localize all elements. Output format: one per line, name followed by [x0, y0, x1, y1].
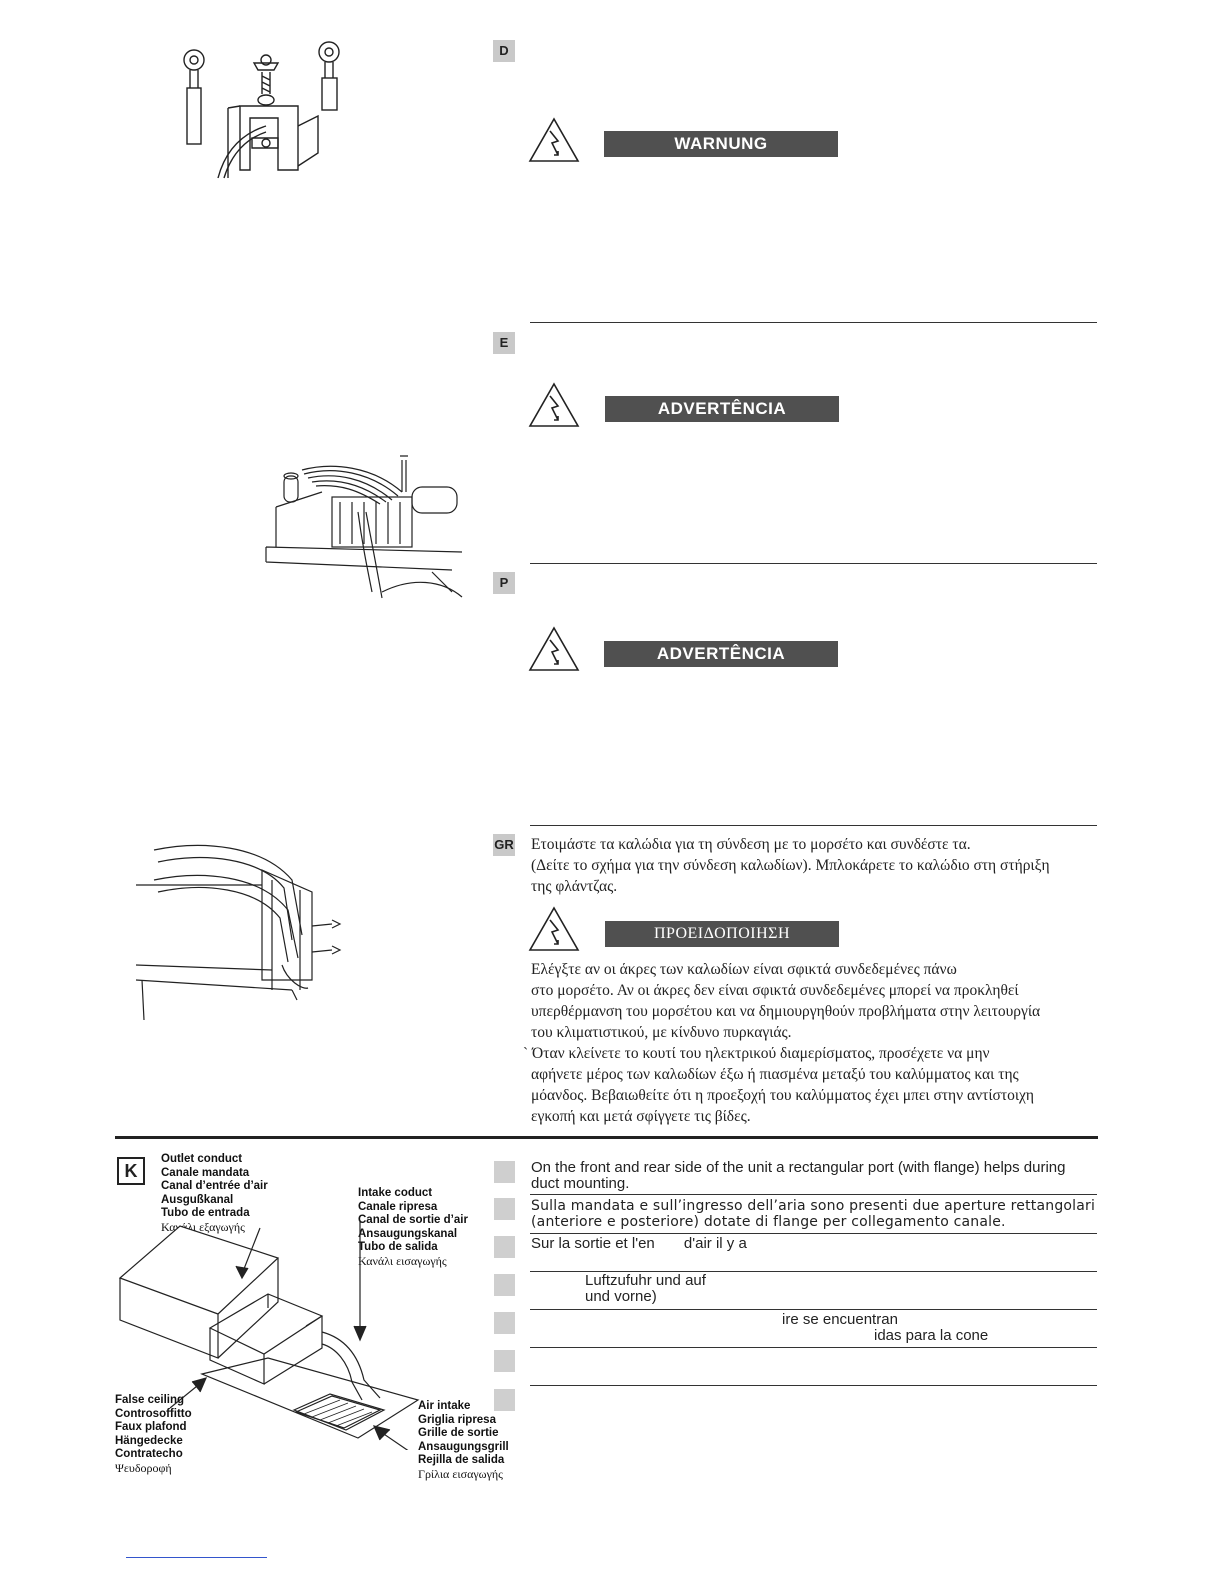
divider: [530, 1194, 1097, 1195]
false-ceiling-labels: False ceiling Controsoffitto Faux plafond Hängedecke Contratecho Ψευδοροφή: [115, 1394, 192, 1475]
lang-tag-pt: P: [493, 572, 515, 594]
gr-body-line-4: του κλιματιστικού, με κίνδυνο πυρκαγιάς.: [531, 1024, 792, 1041]
lang-marker: [494, 1389, 515, 1411]
lang-marker: [494, 1274, 515, 1296]
lang-marker: [494, 1236, 515, 1258]
divider: [530, 1233, 1097, 1234]
electric-hazard-icon: [528, 382, 580, 428]
gr-body-line-6: αφήνετε μέρος των καλωδίων έξω ή πιασμένα μεταξύ του καλύμματος και της: [531, 1066, 1019, 1083]
terminal-board-wiring-illustration: [262, 452, 470, 600]
lang-marker: [494, 1312, 515, 1334]
electric-hazard-icon: [528, 906, 580, 952]
k-text-it: Sulla mandata e sull’ingresso dell’aria sono presenti due aperture rettangolari (anteriore e posteriore) dotate di flange per collegamento canale.: [531, 1198, 1096, 1230]
footer-link-line[interactable]: [126, 1557, 267, 1558]
gr-body-line-8: εγκοπή και μετά σφίγγετε τις βίδες.: [531, 1108, 751, 1125]
lang-tag-es: E: [493, 332, 515, 354]
terminal-lugs-illustration: [178, 38, 343, 180]
divider: [530, 563, 1097, 564]
k-text-es: ire se encuentran idas para la cone: [782, 1311, 989, 1344]
gr-intro-line-3: της φλάντζας.: [531, 878, 618, 895]
warning-banner-gr: ΠΡΟΕΙΔΟΠΟΙΗΣΗ: [605, 921, 839, 947]
divider: [530, 1309, 1097, 1310]
intake-duct-labels: Intake coduct Canale ripresa Canal de sortie d’air Ansaugungskanal Tubo de salida Κανάλι εισαγωγής: [358, 1187, 468, 1268]
gr-intro-line-2: (Δείτε το σχήμα για την σύνδεση καλωδίων). Μπλοκάρετε το καλώδιο στη στήριξη: [531, 857, 1050, 874]
gr-body-line-2: στο μορσέτο. Αν οι άκρες δεν είναι σφικτά συνδεδεμένες μπορεί να προκληθεί: [531, 982, 1019, 999]
divider: [530, 1347, 1097, 1348]
divider: [530, 825, 1097, 826]
k-text-en: On the front and rear side of the unit a rectangular port (with flange) helps during duct mounting.: [531, 1159, 1066, 1192]
gr-body-line-5: ` Όταν κλείνετε το κουτί του ηλεκτρικού διαμερίσματος, προσέχετε να μην: [523, 1045, 990, 1062]
gr-body-line-1: Ελέγξτε αν οι άκρες των καλωδίων είναι σφικτά συνδεδεμένες πάνω: [531, 961, 957, 978]
electric-hazard-icon: [528, 626, 580, 672]
cable-flange-illustration: [132, 840, 352, 1030]
lang-tag-gr: GR: [493, 834, 515, 856]
warning-banner-de: WARNUNG: [604, 131, 838, 157]
section-separator: [115, 1136, 1098, 1139]
lang-tag-de: D: [493, 40, 515, 62]
figure-letter-k: K: [117, 1157, 145, 1185]
divider: [530, 1385, 1097, 1386]
k-text-de: Luftzufuhr und auf und vorne): [585, 1272, 706, 1305]
lang-marker: [494, 1161, 515, 1183]
gr-body-line-7: μόανδος. Βεβαιωθείτε ότι η προεξοχή του καλύμματος έχει μπει στην αντίστοιχη: [531, 1087, 1035, 1104]
warning-banner-es: ADVERTÊNCIA: [605, 396, 839, 422]
lang-marker: [494, 1198, 515, 1220]
air-intake-labels: Air intake Griglia ripresa Grille de sortie Ansaugungsgrill Rejilla de salida Γρίλια εισαγωγής: [418, 1400, 509, 1481]
divider: [530, 322, 1097, 323]
outlet-duct-labels: Outlet conduct Canale mandata Canal d’entrée d’air Ausgußkanal Tubo de entrada Κανάλι εξαγωγής: [161, 1153, 268, 1234]
gr-intro-line-1: Ετοιμάστε τα καλώδια για τη σύνδεση με το μορσέτο και συνδέστε τα.: [531, 836, 971, 853]
gr-body-line-3: υπερθέρμανση του μορσέτου και να δημιουργηθούν προβλήματα στην λειτουργία: [531, 1003, 1041, 1020]
warning-banner-pt: ADVERTÊNCIA: [604, 641, 838, 667]
k-text-fr: Sur la sortie et l'en d'air il y a: [531, 1235, 747, 1252]
lang-marker: [494, 1350, 515, 1372]
electric-hazard-icon: [528, 117, 580, 163]
